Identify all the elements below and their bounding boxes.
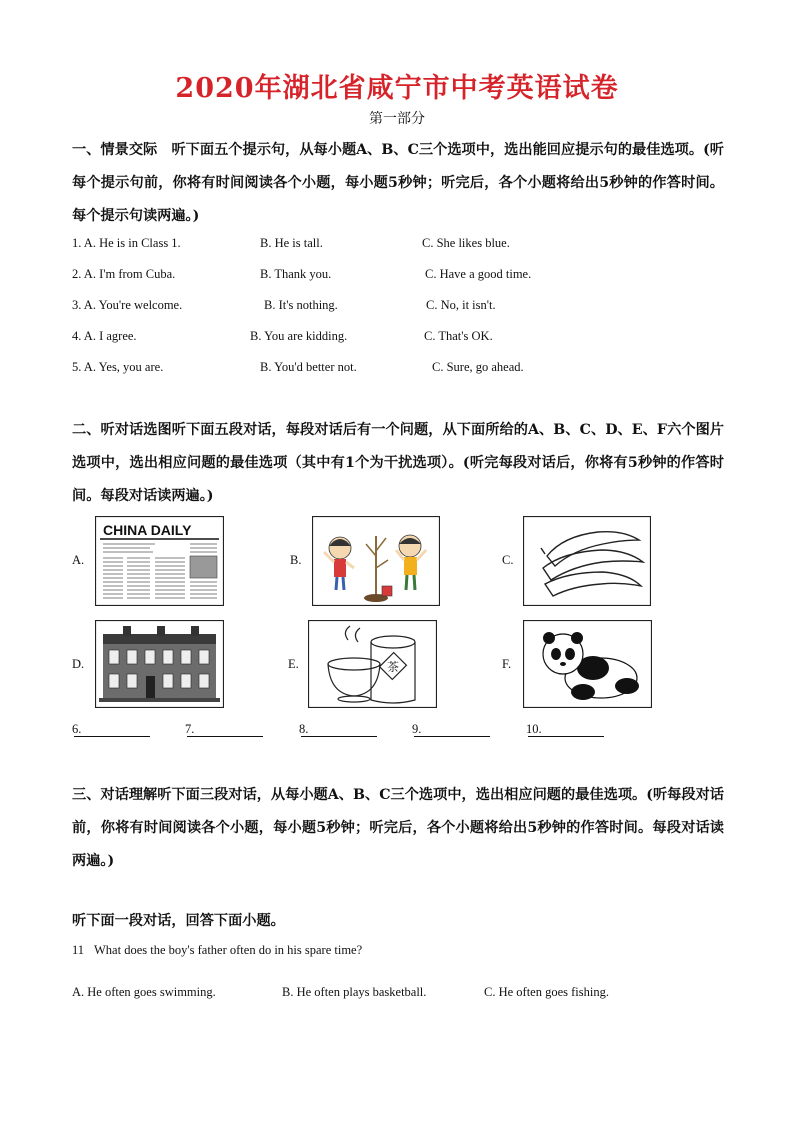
old-house-image [95,620,224,708]
part-subtitle: 第一部分 [369,111,425,127]
option-c: C. Have a good time. [425,267,532,281]
panda-image [523,620,652,708]
question-11 [72,940,724,960]
dialogue-instruction: 听下面一段对话，回答下面小题。 [72,913,285,929]
option-b: B. He often plays basketball. [282,985,427,999]
image-label-f: F. [502,657,512,671]
image-label-d: D. [72,657,85,671]
option-a: 3. A. You're welcome. [72,298,183,312]
option-b: B. It's nothing. [264,298,338,312]
option-c: C. He often goes fishing. [484,985,609,999]
question-11-options [72,982,724,1002]
option-b: B. You are kidding. [250,329,348,343]
option-a: 4. A. I agree. [72,329,137,343]
question-number: 11 [72,943,85,957]
answer-line-7[interactable] [187,722,263,737]
option-c: C. No, it isn't. [426,298,496,312]
section3-heading: 三、对话理解听下面三段对话，从每小题A、B、C三个选项中，选出相应问题的最佳选项。(听每段对话前，你将有时间阅读各个小题，每小题5秒钟；听完后，各个小题将给出5秒钟的作答时间。每段对话读两遍。) [72,787,724,869]
page-title: 2020年湖北省咸宁市中考英语试卷 [175,73,619,104]
tea-character: 茶 [386,660,400,674]
option-a: 2. A. I'm from Cuba. [72,267,176,281]
option-a: 5. A. Yes, you are. [72,360,164,374]
option-b: B. He is tall. [260,236,323,250]
image-label-b: B. [290,553,302,567]
image-label-e: E. [288,657,299,671]
section2-heading: 二、听对话选图听下面五段对话，每段对话后有一个问题，从下面所给的A、B、C、D、E、F六个图片选项中，选出相应问题的最佳选项（其中有1个为干扰选项）。(听完每段对话后，你将有5秒钟的作答时间。每段对话读两遍。) [72,422,724,504]
image-label-c: C. [502,553,514,567]
question-row [72,264,724,284]
image-label-a: A. [72,553,85,567]
option-b: B. Thank you. [260,267,332,281]
bananas-image [523,516,651,606]
blank-label: 7. [185,722,195,736]
newspaper-image [95,516,224,606]
answer-line-6[interactable] [74,722,150,737]
question-row [72,233,724,253]
blank-label: 10. [526,722,542,736]
option-c: C. She likes blue. [422,236,510,250]
option-c: C. That's OK. [424,329,493,343]
blank-label: 9. [412,722,422,736]
question-row [72,357,724,377]
question-row [72,295,724,315]
option-a: A. He often goes swimming. [72,985,216,999]
question-text: What does the boy's father often do in his spare time? [94,943,363,957]
answer-line-8[interactable] [301,722,377,737]
newspaper-masthead: CHINA DAILY [103,522,192,538]
answer-blanks [72,722,672,742]
section1-heading: 一、情景交际 听下面五个提示句，从每小题A、B、C三个选项中，选出能回应提示句的最佳选项。(听每个提示句前，你将有时间阅读各个小题，每小题5秒钟；听完后，各个小题将给出5秒钟的作答时间。每个提示句读两遍。) [72,142,724,224]
kids-planting-tree-image [312,516,440,606]
tea-image [308,620,437,708]
answer-line-9[interactable] [414,722,490,737]
answer-line-10[interactable] [528,722,604,737]
option-b: B. You'd better not. [260,360,357,374]
blank-label: 6. [72,722,82,736]
option-c: C. Sure, go ahead. [432,360,524,374]
option-a: 1. A. He is in Class 1. [72,236,181,250]
blank-label: 8. [299,722,309,736]
question-row [72,326,724,346]
